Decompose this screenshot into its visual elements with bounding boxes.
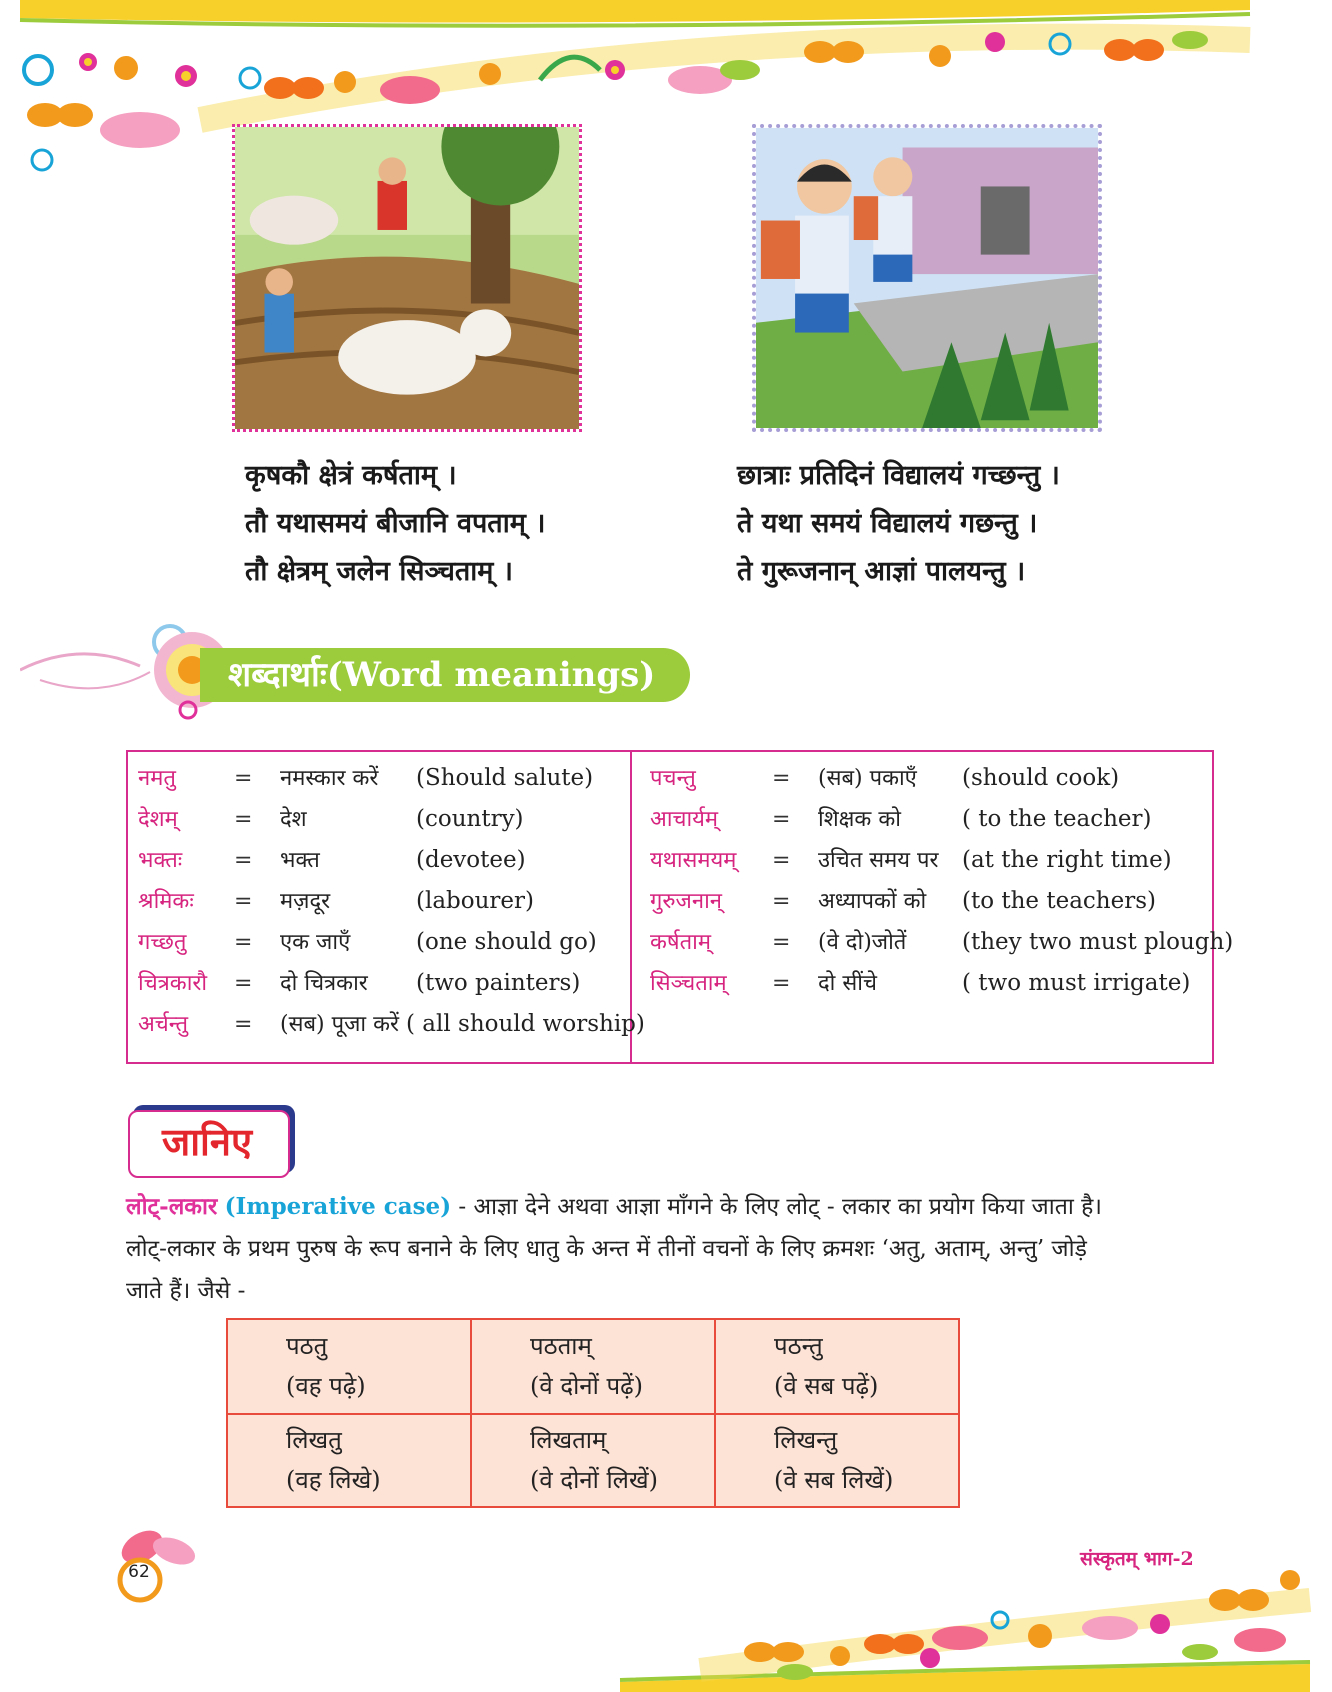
example-cell	[530, 1326, 643, 1406]
verse-line: तौ यथासमयं बीजानि वपताम् ।	[245, 508, 546, 539]
imperative-examples-table	[226, 1318, 960, 1508]
equals-sign: =	[234, 807, 253, 832]
sanskrit-word: कर्षताम्	[650, 930, 712, 955]
equals-sign: =	[234, 889, 253, 914]
equals-sign: =	[772, 889, 791, 914]
hindi-meaning: भक्त	[280, 848, 320, 873]
flower-icon	[985, 32, 1005, 52]
verb-meaning: (वह लिखे)	[286, 1466, 381, 1494]
example-cell	[774, 1326, 878, 1406]
english-meaning: (two painters)	[416, 970, 581, 996]
hindi-meaning: दो चित्रकार	[280, 971, 368, 996]
verse-line: ते यथा समयं विद्यालयं गछन्तु ।	[737, 508, 1038, 539]
flower-icon	[479, 63, 501, 85]
flower-icon	[1150, 1614, 1170, 1634]
flower-icon	[1028, 1624, 1052, 1648]
sanskrit-word: सिञ्चताम्	[650, 971, 727, 996]
english-meaning: (one should go)	[416, 929, 597, 955]
leaf-icon	[720, 60, 760, 80]
term-lot-lakar: लोट्-लकार	[126, 1193, 218, 1220]
hindi-meaning: उचित समय पर	[818, 848, 939, 873]
verses-right	[737, 452, 1060, 596]
hindi-meaning: (वे दो)जोतें	[818, 930, 907, 955]
verse-line: छात्राः प्रतिदिनं विद्यालयं गच्छन्तु ।	[737, 460, 1060, 491]
verses-left	[245, 452, 545, 596]
butterfly-icon	[27, 103, 93, 127]
flower-icon	[1280, 1570, 1300, 1590]
word-meanings-heading: शब्दार्थाः(Word meanings)	[228, 655, 656, 695]
petal-icon	[1234, 1628, 1286, 1652]
hindi-meaning: एक जाएँ	[280, 930, 351, 955]
verb-form: पठताम्	[530, 1332, 592, 1360]
verb-meaning: (वे सब लिखें)	[774, 1466, 894, 1494]
sanskrit-word: पचन्तु	[650, 766, 696, 791]
leaf-icon	[1172, 31, 1208, 49]
swirl-icon	[240, 68, 260, 88]
verb-form: लिखताम्	[530, 1426, 607, 1454]
verb-meaning: (वे सब पढ़ें)	[774, 1372, 879, 1400]
english-meaning: (labourer)	[416, 888, 534, 914]
sanskrit-word: भक्तः	[138, 848, 183, 873]
example-cell	[774, 1420, 893, 1500]
example-cell	[530, 1420, 658, 1500]
petal-icon	[100, 112, 180, 148]
verb-form: पठतु	[286, 1332, 328, 1360]
flower-icon	[830, 1646, 850, 1666]
verb-meaning: (वे दोनों लिखें)	[530, 1466, 658, 1494]
hindi-meaning: अध्यापकों को	[818, 889, 927, 914]
english-meaning: (to the teachers)	[962, 888, 1156, 914]
equals-sign: =	[234, 930, 253, 955]
equals-sign: =	[772, 766, 791, 791]
top-floral-border	[0, 0, 1332, 190]
english-meaning: ( all should worship)	[406, 1011, 645, 1037]
equals-sign: =	[772, 807, 791, 832]
english-meaning: (country)	[416, 806, 524, 832]
english-meaning: (at the right time)	[962, 847, 1172, 873]
equals-sign: =	[234, 1012, 253, 1037]
english-meaning: (devotee)	[416, 847, 526, 873]
page-number: 62	[128, 1562, 150, 1582]
janiye-label: जानिए	[162, 1119, 252, 1164]
equals-sign: =	[234, 766, 253, 791]
flower-icon	[114, 56, 138, 80]
imperative-explanation	[126, 1186, 1216, 1312]
students-going-to-school-illustration	[752, 124, 1102, 432]
leaf-icon	[1182, 1644, 1218, 1660]
sanskrit-word: यथासमयम्	[650, 848, 737, 873]
flower-icon	[334, 71, 356, 93]
explanation-line: लोट्-लकार के प्रथम पुरुष के रूप बनाने के लिए धातु के अन्त में तीनों वचनों के लिए क्रमशः ‘अतु, अताम्, अन्तु’ जोड़े	[126, 1236, 1087, 1262]
hindi-meaning: शिक्षक को	[818, 807, 901, 832]
sanskrit-word: अर्चन्तु	[138, 1012, 189, 1037]
flower-icon	[929, 45, 951, 67]
verse-line: ते गुरूजनान् आज्ञां पालयन्तु ।	[737, 556, 1026, 587]
equals-sign: =	[234, 848, 253, 873]
sanskrit-word: चित्रकारौ	[138, 971, 208, 996]
sanskrit-word: गुरुजनान्	[650, 889, 722, 914]
swirl-icon	[32, 150, 52, 170]
explanation-line	[126, 1186, 1216, 1228]
example-cell	[286, 1326, 366, 1406]
petal-icon	[932, 1626, 988, 1650]
hindi-meaning: नमस्कार करें	[280, 766, 379, 791]
example-cell	[286, 1420, 381, 1500]
hindi-meaning: (सब) पूजा करें	[280, 1012, 399, 1037]
verb-form: लिखतु	[286, 1426, 342, 1454]
verb-form: पठन्तु	[774, 1332, 823, 1360]
english-meaning: ( to the teacher)	[962, 806, 1152, 832]
verb-form: लिखन्तु	[774, 1426, 838, 1454]
sanskrit-word: देशम्	[138, 807, 178, 832]
verse-line: कृषकौ क्षेत्रं कर्षताम् ।	[245, 460, 457, 491]
english-meaning: ( two must irrigate)	[962, 970, 1191, 996]
verb-meaning: (वे दोनों पढ़ें)	[530, 1372, 643, 1400]
equals-sign: =	[772, 848, 791, 873]
sanskrit-word: नमतु	[138, 766, 176, 791]
book-title: संस्कृतम् भाग-2	[1080, 1548, 1194, 1570]
table-divider	[228, 1413, 958, 1415]
sanskrit-word: गच्छतु	[138, 930, 187, 955]
bottom-floral-border	[0, 1560, 1332, 1692]
explanation-text: - आज्ञा देने अथवा आज्ञा माँगने के लिए लोट् - लकार का प्रयोग किया जाता है।	[451, 1194, 1103, 1220]
verb-meaning: (वह पढ़े)	[286, 1372, 366, 1400]
hindi-meaning: देश	[280, 807, 307, 832]
explanation-line: जाते हैं। जैसे -	[126, 1278, 246, 1304]
hindi-meaning: दो सींचे	[818, 971, 877, 996]
sanskrit-word: आचार्यम्	[650, 807, 719, 832]
flower-icon	[920, 1648, 940, 1668]
hindi-meaning: मज़दूर	[280, 889, 331, 914]
equals-sign: =	[772, 971, 791, 996]
term-english: (Imperative case)	[224, 1193, 452, 1220]
sanskrit-word: श्रमिकः	[138, 889, 194, 914]
verse-line: तौ क्षेत्रम् जलेन सिञ्चताम् ।	[245, 556, 514, 587]
equals-sign: =	[772, 930, 791, 955]
hindi-meaning: (सब) पकाएँ	[818, 766, 917, 791]
swirl-icon	[24, 56, 52, 84]
petal-icon	[380, 76, 440, 104]
english-meaning: (should cook)	[962, 765, 1120, 791]
word-meanings-table	[126, 750, 1234, 1064]
leaf-icon	[777, 1664, 813, 1680]
english-meaning: (they two must plough)	[962, 929, 1234, 955]
english-meaning: (Should salute)	[416, 765, 594, 791]
equals-sign: =	[234, 971, 253, 996]
farmers-ploughing-illustration	[232, 124, 582, 432]
petal-icon	[1082, 1616, 1138, 1640]
